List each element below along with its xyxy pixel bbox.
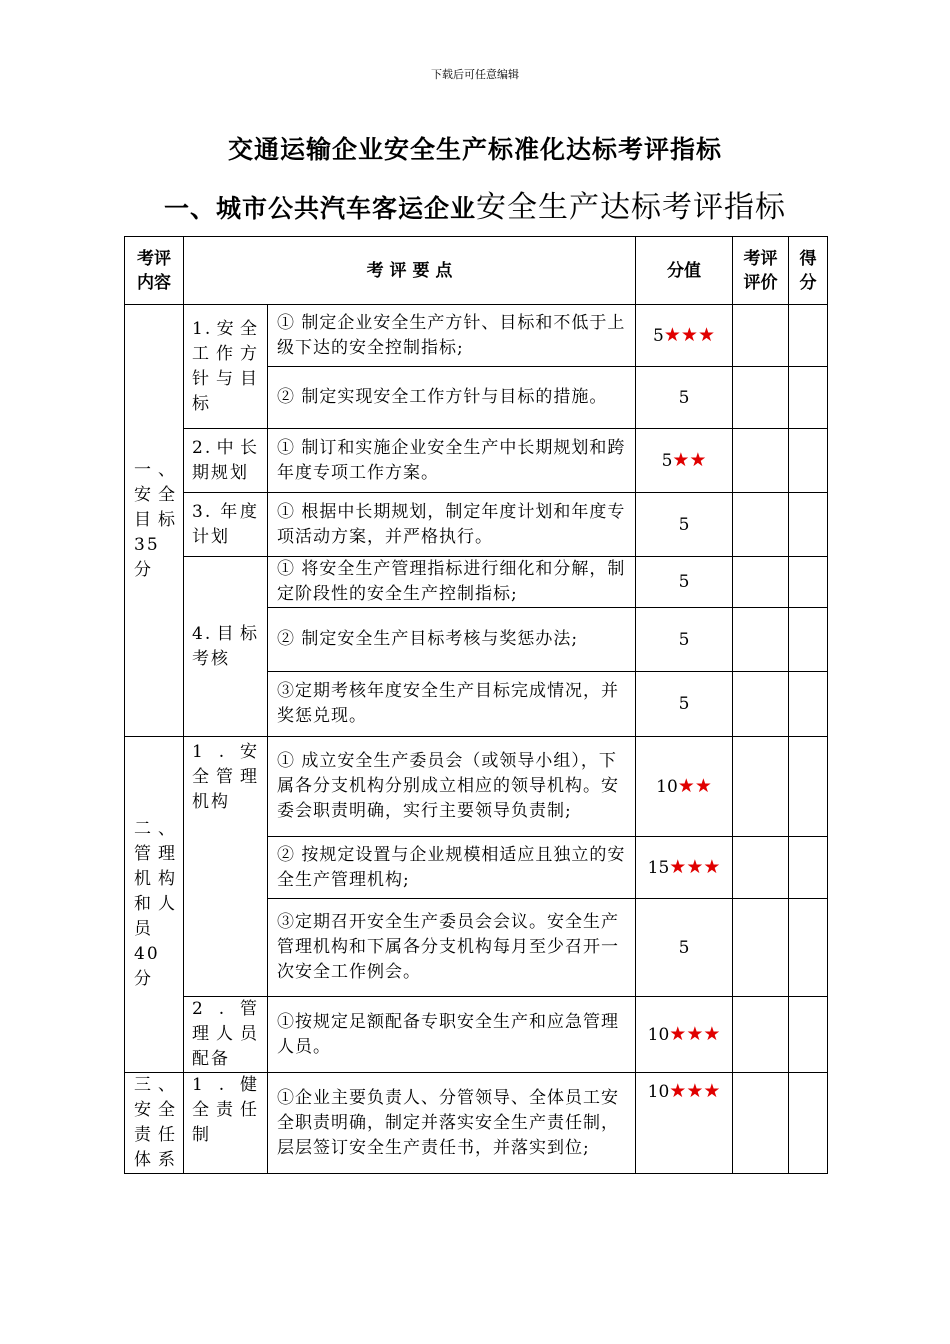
subtitle-normal-part: 安全生产达标考评指标	[476, 190, 786, 225]
point-cell: ② 制定安全生产目标考核与奖惩办法;	[268, 608, 636, 672]
table-header-row	[125, 237, 828, 305]
subcategory-cell: 3. 年度计划	[184, 493, 268, 557]
table-row	[125, 737, 828, 837]
evaluation-cell	[733, 737, 789, 837]
score-value: 5	[653, 325, 664, 346]
star-icon: ★★★	[669, 855, 721, 878]
subcategory-cell: 1 . 健全责任制	[184, 1073, 268, 1174]
score-cell	[636, 899, 733, 997]
star-icon: ★★★	[669, 1080, 721, 1102]
score-value: 5	[678, 937, 690, 958]
header-obtained: 得分	[789, 237, 828, 305]
evaluation-table	[124, 236, 828, 1174]
document-title: 交通运输企业安全生产标准化达标考评指标	[227, 135, 722, 164]
star-icon: ★★★	[663, 323, 715, 346]
score-value: 5	[678, 629, 690, 650]
obtained-cell	[789, 493, 828, 557]
category-cell: 三、安全责任体系	[125, 1073, 184, 1174]
score-cell	[636, 837, 733, 899]
score-cell	[636, 305, 733, 367]
header-points: 考 评 要 点	[184, 237, 636, 305]
obtained-cell	[789, 672, 828, 737]
obtained-cell	[789, 608, 828, 672]
obtained-cell	[789, 837, 828, 899]
score-value: 5	[678, 572, 690, 592]
category-cell: 一、安全目标35分	[125, 305, 184, 737]
obtained-cell	[789, 899, 828, 997]
category-cell: 二、管理机构和人员40分	[125, 737, 184, 1073]
obtained-cell	[789, 305, 828, 367]
obtained-cell	[789, 737, 828, 837]
score-value: 5	[678, 514, 690, 535]
evaluation-cell	[733, 557, 789, 608]
score-cell	[636, 429, 733, 493]
point-cell: ① 制订和实施企业安全生产中长期规划和跨年度专项工作方案。	[268, 429, 636, 493]
point-cell: ① 制定企业安全生产方针、目标和不低于上级下达的安全控制指标;	[268, 305, 636, 367]
obtained-cell	[789, 557, 828, 608]
subcategory-cell: 1 . 安全管理机构	[184, 737, 268, 997]
point-cell: ③定期召开安全生产委员会会议。安全生产管理机构和下属各分支机构每月至少召开一次安全工作例会。	[268, 899, 636, 997]
header-evaluation: 考评评价	[733, 237, 789, 305]
point-cell: ② 制定实现安全工作方针与目标的措施。	[268, 367, 636, 429]
score-cell	[636, 672, 733, 737]
evaluation-cell	[733, 672, 789, 737]
table-row	[125, 557, 828, 608]
header-score: 分值	[636, 237, 733, 305]
subcategory-cell: 2 . 管理人员配备	[184, 997, 268, 1073]
score-cell	[636, 608, 733, 672]
star-icon: ★★★	[669, 1022, 721, 1045]
point-cell: ① 成立安全生产委员会（或领导小组），下属各分支机构分别成立相应的领导机构。安委会职责明确，实行主要领导负责制;	[268, 737, 636, 837]
evaluation-cell	[733, 608, 789, 672]
score-value: 10	[647, 1082, 670, 1102]
star-icon: ★★	[672, 448, 707, 471]
document-subtitle	[0, 182, 950, 226]
table-row	[125, 429, 828, 493]
star-icon: ★★	[677, 774, 712, 797]
point-cell: ①企业主要负责人、分管领导、全体员工安全职责明确，制定并落实安全生产责任制，层层签订安全生产责任书，并落实到位;	[268, 1073, 636, 1174]
score-value: 10	[656, 776, 678, 797]
subtitle-bold-part: 一、城市公共汽车客运企业	[163, 194, 476, 223]
obtained-cell	[789, 367, 828, 429]
score-cell	[636, 997, 733, 1073]
subcategory-cell: 2.中长期规划	[184, 429, 268, 493]
table-row	[125, 493, 828, 557]
evaluation-cell	[733, 1073, 789, 1174]
header-category: 考评内容	[125, 237, 184, 305]
obtained-cell	[789, 429, 828, 493]
score-value: 15	[647, 857, 670, 878]
point-cell: ③定期考核年度安全生产目标完成情况，并奖惩兑现。	[268, 672, 636, 737]
point-cell: ①按规定足额配备专职安全生产和应急管理人员。	[268, 997, 636, 1073]
score-cell	[636, 367, 733, 429]
score-cell	[636, 493, 733, 557]
point-cell: ① 将安全生产管理指标进行细化和分解，制定阶段性的安全生产控制指标;	[268, 557, 636, 608]
point-cell: ② 按规定设置与企业规模相适应且独立的安全生产管理机构;	[268, 837, 636, 899]
table-row	[125, 997, 828, 1073]
table-row	[125, 1073, 828, 1174]
header-note: 下载后可任意编辑	[431, 68, 519, 81]
score-value: 10	[647, 1024, 670, 1045]
evaluation-cell	[733, 997, 789, 1073]
evaluation-cell	[733, 429, 789, 493]
score-cell	[636, 557, 733, 608]
subcategory-cell: 4.目标考核	[184, 557, 268, 737]
score-value: 5	[661, 450, 673, 471]
table-row	[125, 305, 828, 367]
obtained-cell	[789, 997, 828, 1073]
evaluation-cell	[733, 493, 789, 557]
score-value: 5	[678, 694, 690, 714]
point-cell: ① 根据中长期规划，制定年度计划和年度专项活动方案，并严格执行。	[268, 493, 636, 557]
subcategory-cell: 1.安全工作方针与目标	[184, 305, 268, 429]
evaluation-cell	[733, 367, 789, 429]
evaluation-cell	[733, 899, 789, 997]
evaluation-cell	[733, 305, 789, 367]
evaluation-cell	[733, 837, 789, 899]
score-cell	[636, 737, 733, 837]
score-cell	[636, 1073, 733, 1174]
obtained-cell	[789, 1073, 828, 1174]
score-value: 5	[678, 387, 690, 408]
